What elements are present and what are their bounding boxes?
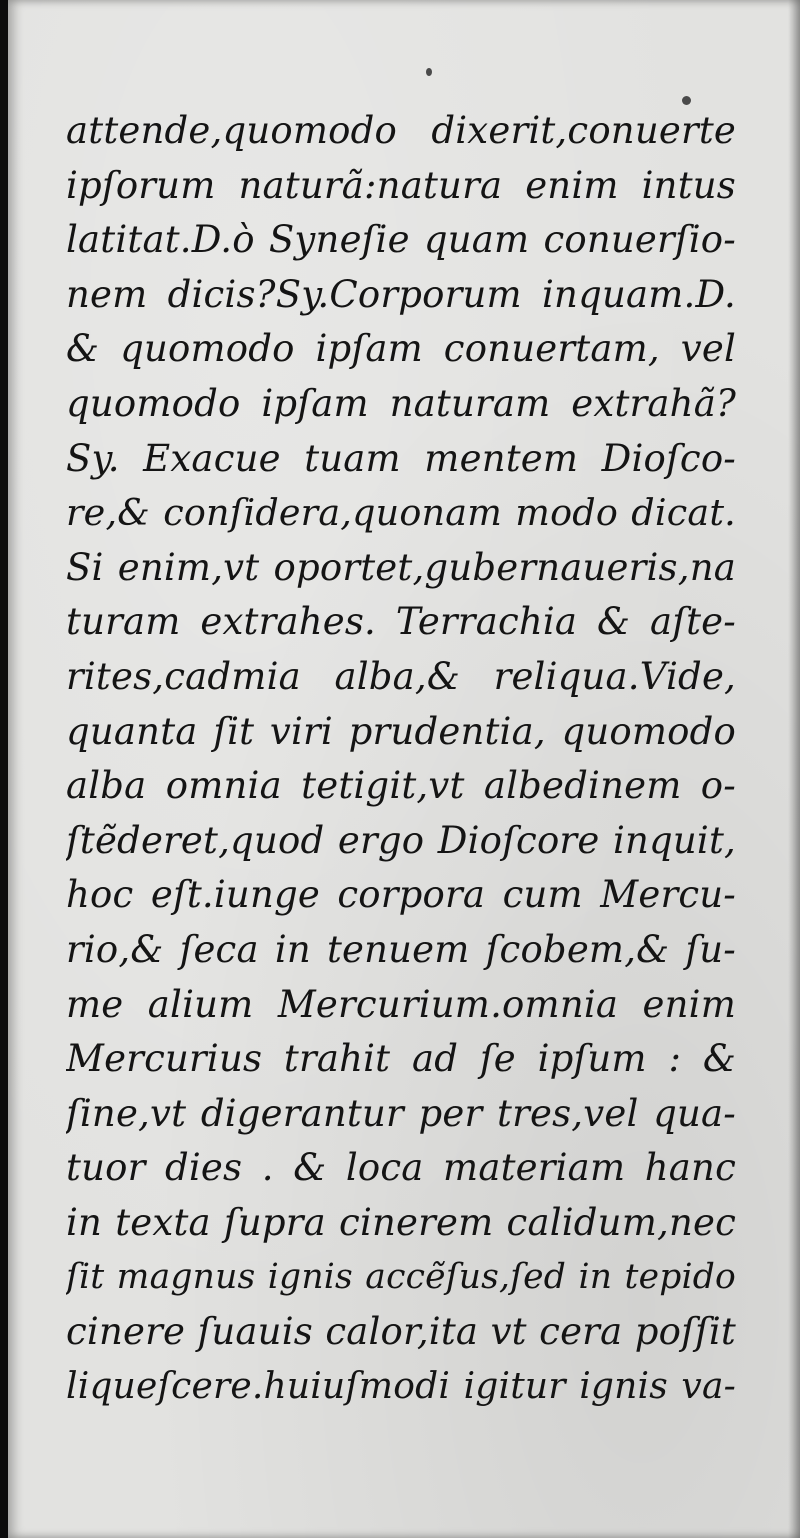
text-line-18: Mercurius trahit ad ſe ipſum : &: [66, 1037, 736, 1081]
text-line-1: attende,quomodo dixerit,conuerte: [66, 109, 736, 152]
text-line-6: quomodo ipſam naturam extrahã?: [66, 381, 736, 425]
text-line-17: me alium Mercurium.omnia enim: [66, 982, 736, 1026]
text-line-14: ſtẽderet,quod ergo Dioſcore inquit,: [66, 818, 736, 862]
text-line-13: alba omnia tetigit,vt albedinem o-: [66, 764, 736, 808]
text-line-23: cinere ſuauis calor,ita vt cera poſſit: [66, 1310, 736, 1354]
text-line-4: nem dicis?Sy.Corporum inquam.D.: [66, 272, 736, 316]
text-line-11: rites,cadmia alba,& reliqua.Vide,: [66, 654, 736, 698]
ink-speck: [426, 68, 432, 76]
text-line-10: turam extrahes. Terrachia & aſte-: [66, 600, 736, 644]
body-text: [66, 104, 736, 1414]
book-page: [8, 0, 800, 1538]
text-line-16: rio,& ſeca in tenuem ſcobem,& ſu-: [66, 927, 736, 971]
text-line-8: re,& conſidera,quonam modo dicat.: [66, 491, 736, 535]
text-line-24: liqueſcere.huiuſmodi igitur ignis va-: [66, 1365, 736, 1407]
text-line-15: hoc eſt.iunge corpora cum Mercu-: [66, 873, 736, 917]
text-line-3: latitat.D.ò Syneſie quam conuerſio-: [66, 218, 736, 262]
text-line-9: Si enim,vt oportet,gubernaueris,na: [66, 545, 736, 589]
text-line-12: quanta ſit viri prudentia, quomodo: [66, 709, 736, 753]
text-line-2: ipſorum naturã:natura enim intus: [66, 163, 736, 207]
text-line-19: ſine,vt digerantur per tres,vel qua-: [66, 1091, 736, 1135]
text-line-7: Sy. Exacue tuam mentem Dioſco-: [66, 436, 736, 480]
text-line-21: in texta ſupra cinerem calidum,nec: [66, 1200, 736, 1244]
text-line-22: ſit magnus ignis accẽſus,ſed in tepido: [66, 1257, 736, 1298]
text-line-5: & quomodo ipſam conuertam, vel: [66, 327, 736, 371]
text-line-20: tuor dies . & loca materiam hanc: [66, 1146, 736, 1190]
page-edge-shadow: [788, 0, 800, 1538]
